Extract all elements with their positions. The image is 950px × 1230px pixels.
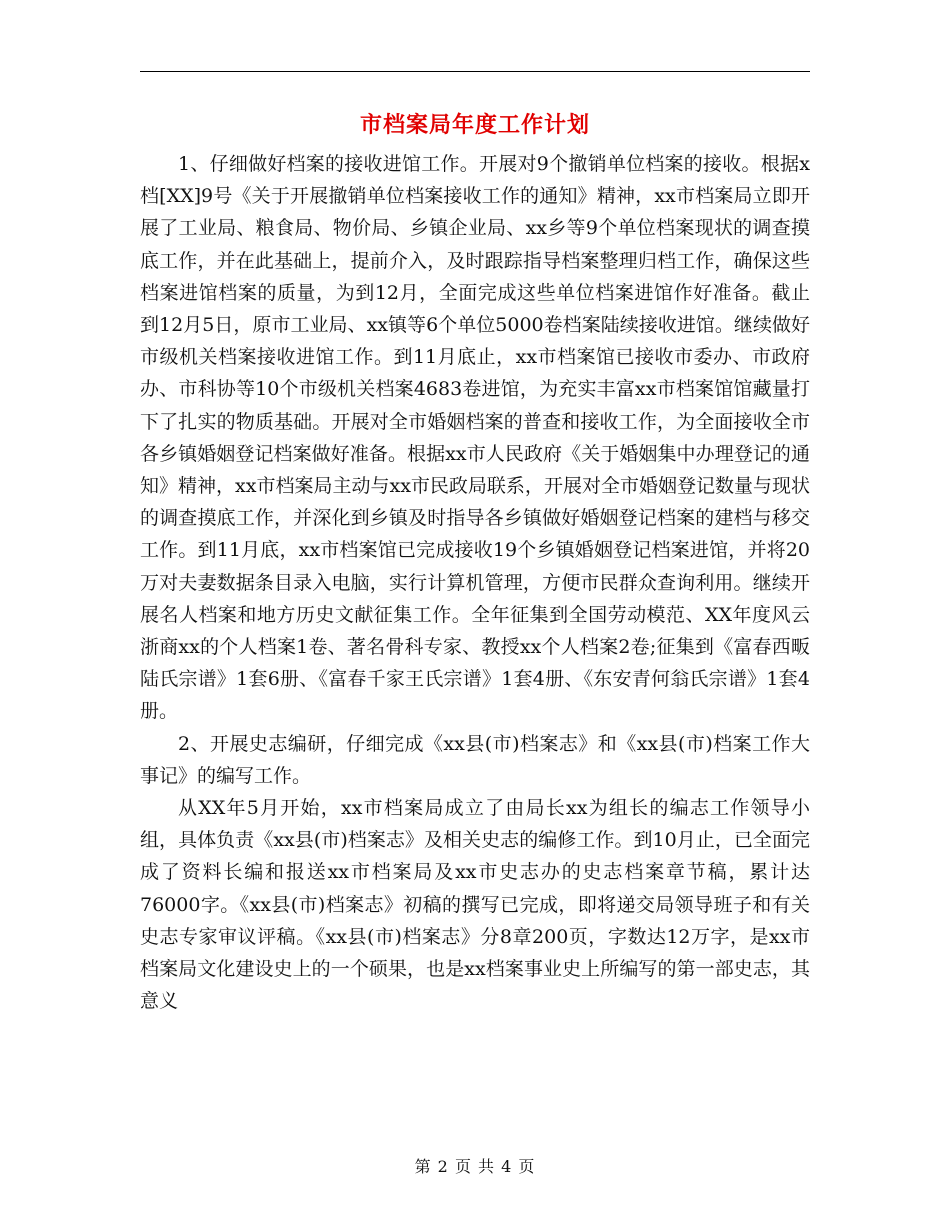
header-rule xyxy=(140,71,810,72)
document-title: 市档案局年度工作计划 xyxy=(359,113,590,138)
page-number-footer: 第 2 页 共 4 页 xyxy=(414,1157,536,1176)
paragraph-1: 1、仔细做好档案的接收进馆工作。开展对9个撤销单位档案的接收。根据x档[XX]9号《关于开展撤销单位档案接收工作的通知》精神，xx市档案局立即开展了工业局、粮食局、物价局、乡镇企业局、xx乡等9个单位档案现状的调查摸底工作，并在此基础上，提前介入，及时跟踪指导档案整理归档工作，确保这些档案进馆档案的质量，为到12月，全面完成这些单位档案进馆作好准备。截止到12月5日，原市工业局、xx镇等6个单位5000卷档案陆续接收进馆。继续做好市级机关档案接收进馆工作。到11月底止，xx市档案馆已接收市委办、市政府办、市科协等10个市级机关档案4683卷进馆，为充实丰富xx市档案馆馆藏量打下了扎实的物质基础。开展对全市婚姻档案的普查和接收工作，为全面接收全市各乡镇婚姻登记档案做好准备。根据xx市人民政府《关于婚姻集中办理登记的通知》精神，xx市档案局主动与xx市民政局联系，开展对全市婚姻登记数量与现状的调查摸底工作，并深化到乡镇及时指导各乡镇做好婚姻登记档案的建档与移交工作。到11月底，xx市档案馆已完成接收19个乡镇婚姻登记档案进馆，并将20万对夫妻数据条目录入电脑，实行计算机管理，方便市民群众查询利用。继续开展名人档案和地方历史文献征集工作。全年征集到全国劳动模范、XX年度风云浙商xx的个人档案1卷、著名骨科专家、教授xx个人档案2卷;征集到《富春西畈陆氏宗谱》1套6册、《富春千家王氏宗谱》1套4册、《东安青何翁氏宗谱》1套4册。 xyxy=(140,153,810,723)
document-body xyxy=(140,148,810,1017)
paragraph-3: 从XX年5月开始，xx市档案局成立了由局长xx为组长的编志工作领导小组，具体负责《xx县(市)档案志》及相关史志的编修工作。到10月止，已全面完成了资料长编和报送xx市档案局及xx市史志办的史志档案章节稿，累计达76000字。《xx县(市)档案志》初稿的撰写已完成，即将递交局领导班子和有关史志专家审议评稿。《xx县(市)档案志》分8章200页，字数达12万字，是xx市档案局文化建设史上的一个硕果，也是xx档案事业史上所编写的第一部史志，其意义 xyxy=(140,797,810,1013)
paragraph-2: 2、开展史志编研，仔细完成《xx县(市)档案志》和《xx县(市)档案工作大事记》的编写工作。 xyxy=(140,732,810,787)
